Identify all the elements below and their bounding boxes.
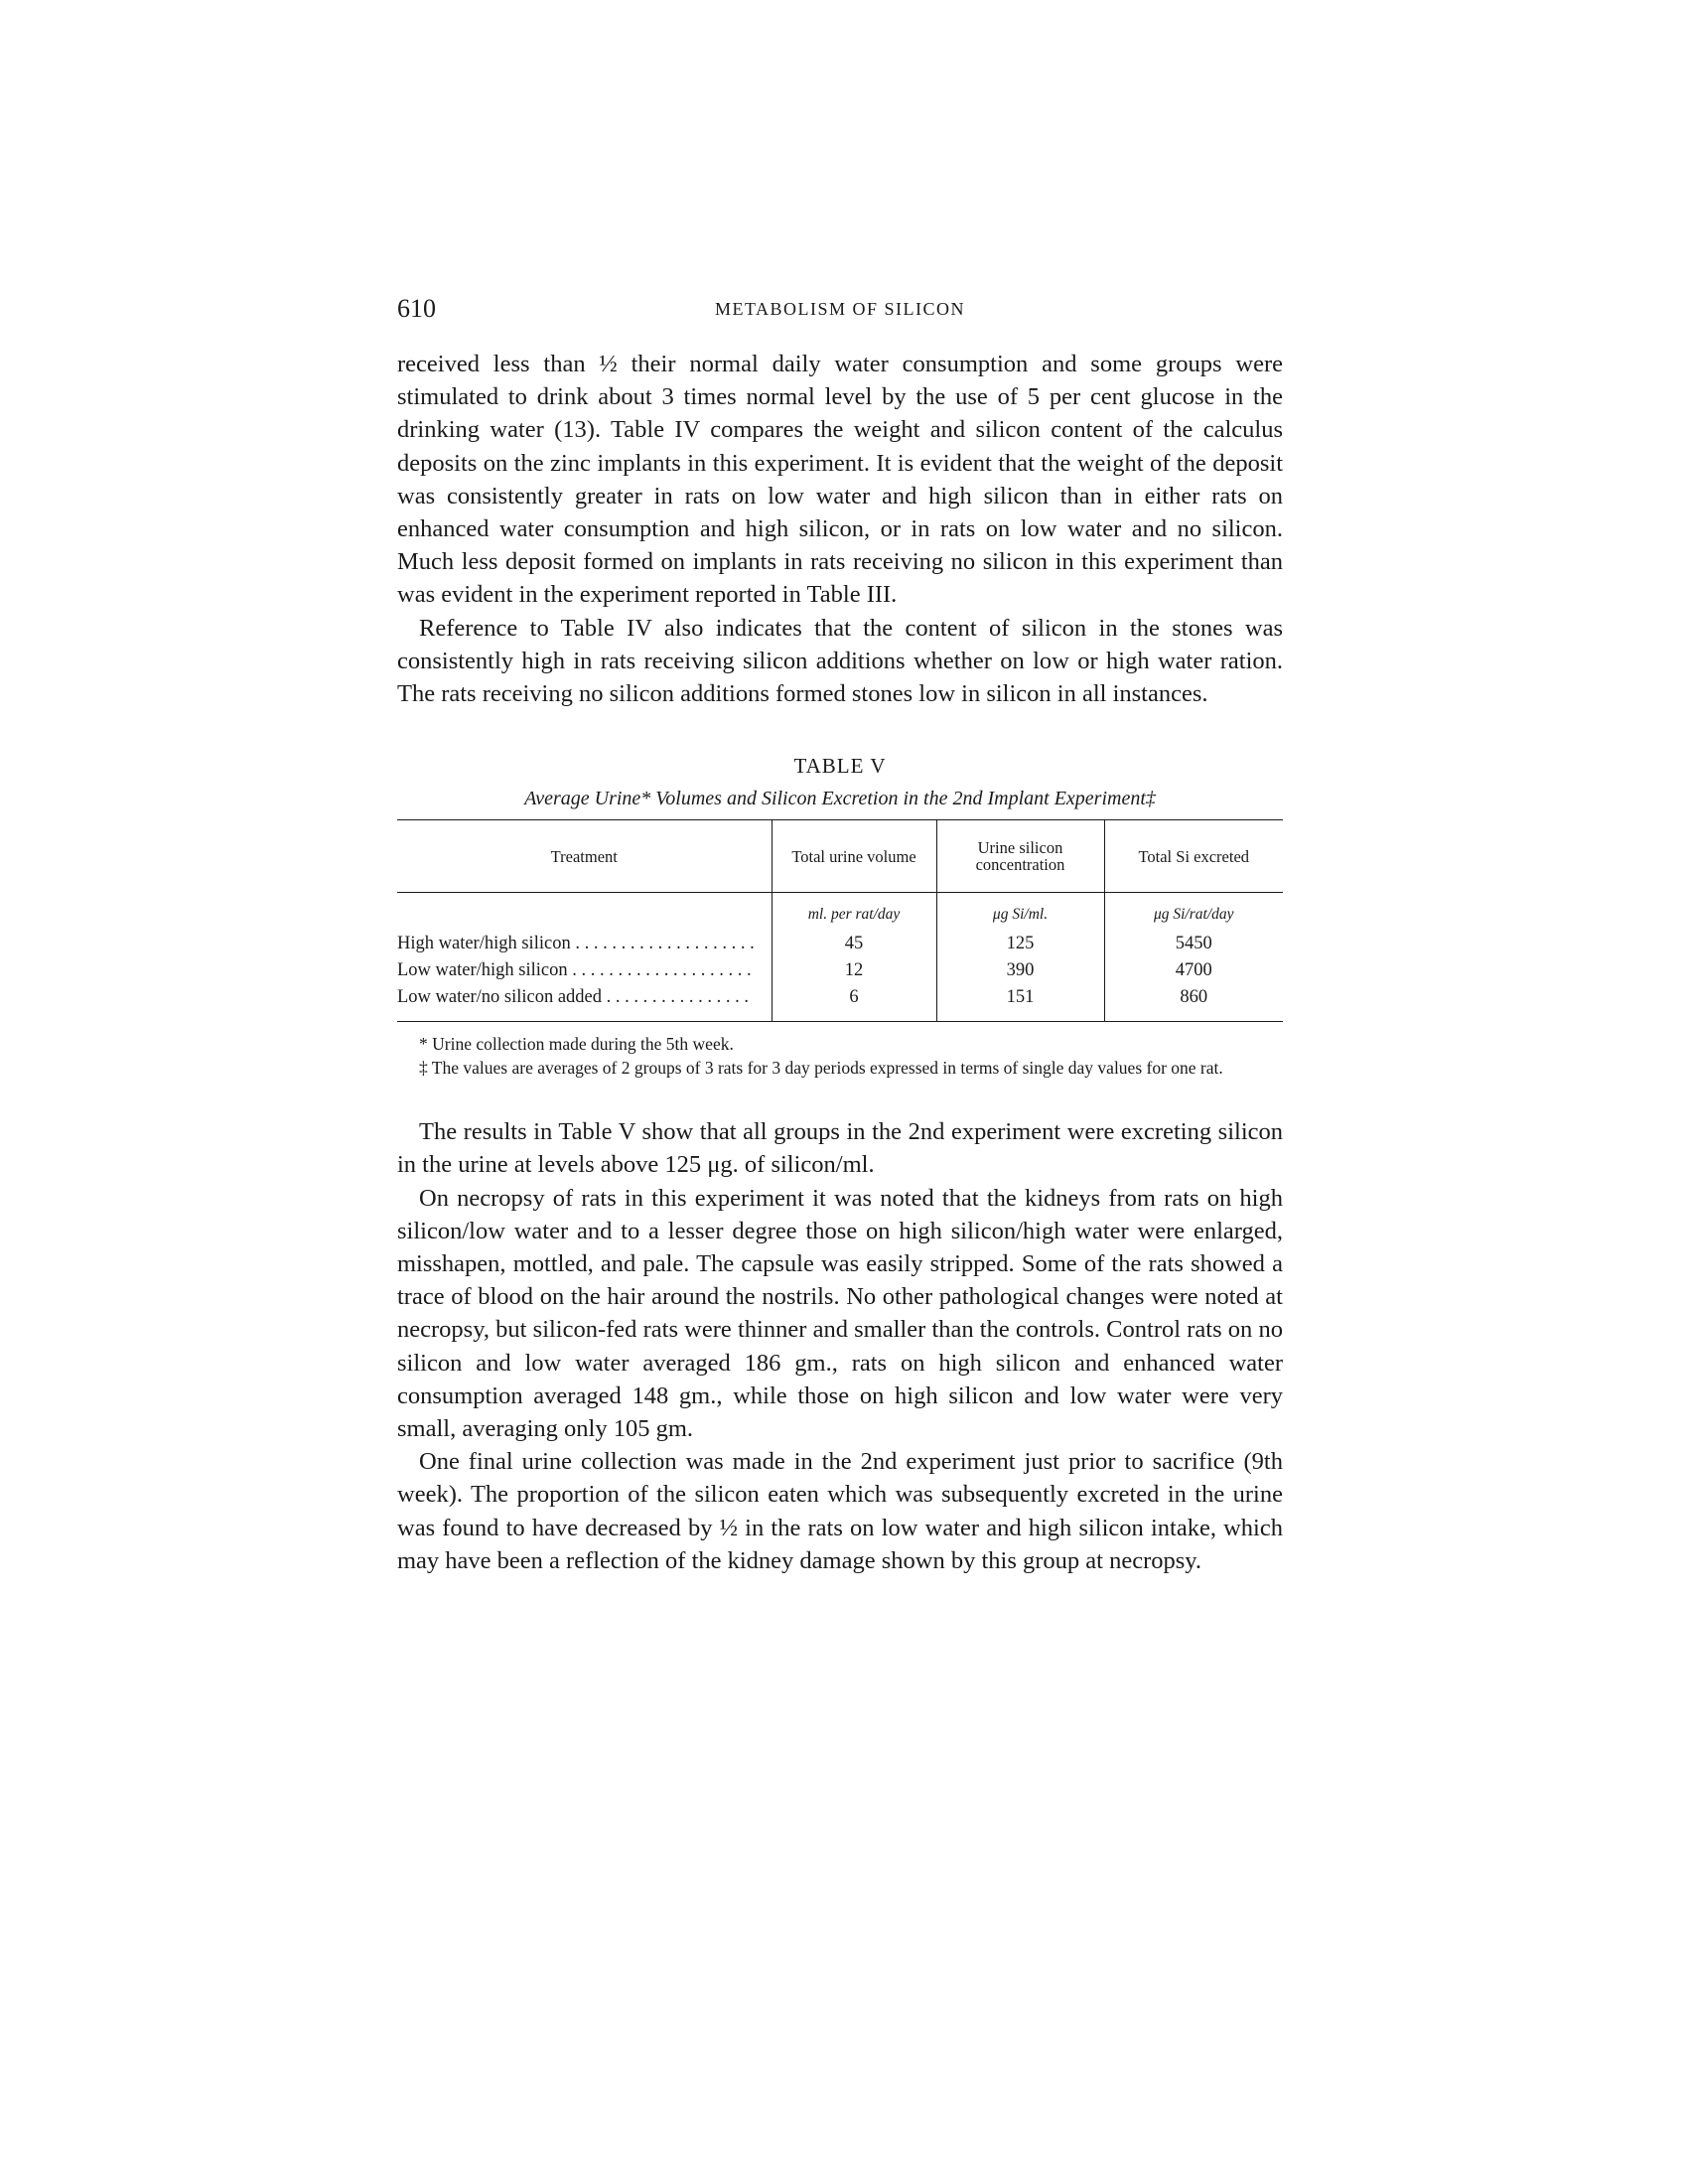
treatment-cell: Low water/no silicon added . . . . . . . . . . . . . . . . <box>397 984 772 1022</box>
table-row <box>397 984 1283 1022</box>
page-number: 610 <box>397 294 436 323</box>
table-row <box>397 931 1283 957</box>
table-cell: 151 <box>936 984 1104 1022</box>
column-header-urine-silicon-concentration: Urine silicon concentration <box>936 820 1104 893</box>
table-cell: 5450 <box>1104 931 1283 957</box>
running-head <box>397 294 1283 328</box>
table-cell: 860 <box>1104 984 1283 1022</box>
column-header-treatment: Treatment <box>397 820 772 893</box>
column-header-total-urine-volume: Total urine volume <box>772 820 936 893</box>
table-cell: 12 <box>772 957 936 984</box>
units-row <box>397 893 1283 932</box>
treatment-cell: High water/high silicon . . . . . . . . . . . . . . . . . . . . <box>397 934 755 954</box>
body-paragraph: One final urine collection was made in the 2nd experiment just prior to sacrifice (9th week). The proportion of the silicon eaten which was subsequently excreted in the urine was found to have decreased by ½ in the rats on low water and high silicon intake, which may have been a reflection of the kidney damage shown by this group at necropsy. <box>397 1448 1283 1574</box>
body-paragraph: received less than ½ their normal daily water consumption and some groups were stimulated to drink about 3 times normal level by the use of 5 per cent glucose in the drinking water (13). Table IV compares the weight and silicon content of the calculus deposits on the zinc implants in this experiment. It is evident that the weight of the deposit was consistently greater in rats on low water and high silicon than in either rats on enhanced water consumption and high silicon, or in rats on low water and no silicon. Much less deposit formed on implants in rats receiving no silicon in this experiment than was evident in the experiment reported in Table III. <box>397 351 1283 609</box>
data-table <box>397 819 1283 1022</box>
units-cell: μg Si/ml. <box>936 893 1104 932</box>
table-row <box>397 957 1283 984</box>
table-cell: 4700 <box>1104 957 1283 984</box>
body-paragraph: On necropsy of rats in this experiment it was noted that the kidneys from rats on high silicon/low water and to a lesser degree those on high silicon/high water were enlarged, misshapen, mottled, and pale. The capsule was easily stripped. Some of the rats showed a trace of blood on the hair around the nostrils. No other pathological changes were noted at necropsy, but silicon-fed rats were thinner and smaller than the controls. Control rats on no silicon and low water averaged 186 gm., rats on high silicon and enhanced water consumption averaged 148 gm., while those on high silicon and low water were very small, averaging only 105 gm. <box>397 1184 1283 1443</box>
page <box>397 294 1283 1577</box>
footnote: * Urine collection made during the 5th week. <box>419 1034 734 1055</box>
body-after-table <box>397 1115 1283 1577</box>
running-title: METABOLISM OF SILICON <box>714 299 966 319</box>
table-caption: Average Urine* Volumes and Silicon Excretion in the 2nd Implant Experiment‡ <box>524 788 1156 810</box>
units-cell: ml. per rat/day <box>772 893 936 932</box>
table-cell: 6 <box>772 984 936 1022</box>
table-footnotes <box>397 1032 1283 1080</box>
table-v <box>397 752 1283 1080</box>
treatment-cell: Low water/high silicon . . . . . . . . . . . . . . . . . . . . <box>397 960 752 981</box>
units-cell: μg Si/rat/day <box>1104 893 1283 932</box>
table-cell: 125 <box>936 931 1104 957</box>
table-cell: 45 <box>772 931 936 957</box>
table-cell: 390 <box>936 957 1104 984</box>
units-cell <box>397 893 772 932</box>
table-label: TABLE V <box>793 754 887 779</box>
body-paragraph: The results in Table V show that all groups in the 2nd experiment were excreting silicon in the urine at levels above 125 μg. of silicon/ml. <box>397 1118 1283 1179</box>
body-paragraph: Reference to Table IV also indicates that the content of silicon in the stones was consistently high in rats receiving silicon additions whether on low or high water ration. The rats receiving no silicon additions formed stones low in silicon in all instances. <box>397 614 1283 708</box>
footnote: ‡ The values are averages of 2 groups of 3 rats for 3 day periods expressed in terms of single day values for one rat. <box>419 1058 1223 1079</box>
column-header-total-si-excreted: Total Si excreted <box>1104 820 1283 893</box>
table-header-row <box>397 820 1283 893</box>
